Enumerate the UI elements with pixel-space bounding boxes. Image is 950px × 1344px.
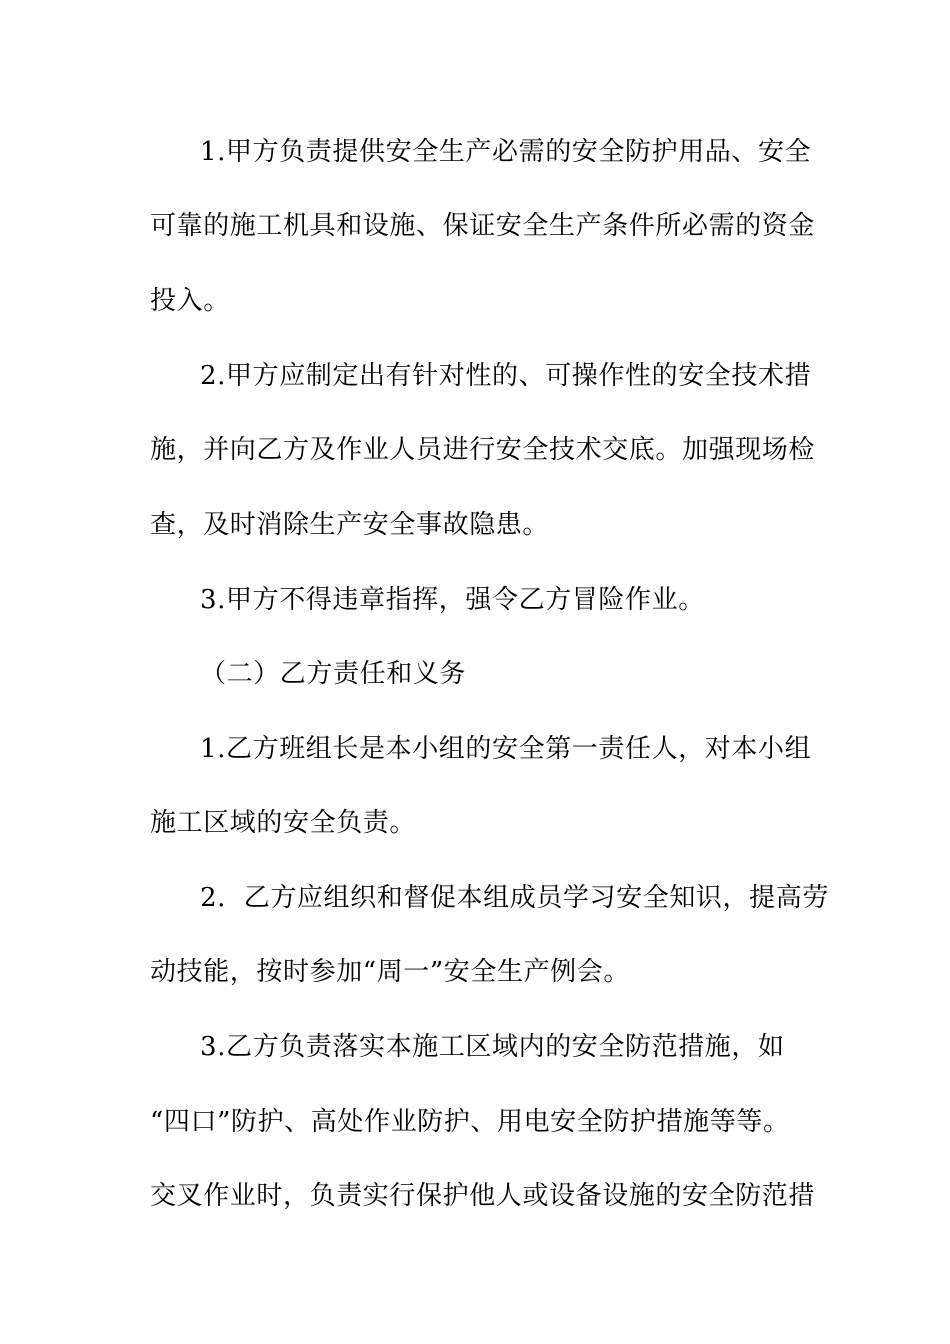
- text-line: 3.乙方负责落实本施工区域内的安全防范措施，如: [200, 1032, 785, 1062]
- text-line: 施，并向乙方及作业人员进行安全技术交底。加强现场检: [150, 435, 816, 465]
- text-line: 3.甲方不得违章指挥，强令乙方冒险作业。: [200, 585, 705, 615]
- text-line: 1.甲方负责提供安全生产必需的安全防护用品、安全: [200, 137, 812, 167]
- text-line: 查，及时消除生产安全事故隐患。: [150, 510, 550, 540]
- text-line: 投入。: [150, 286, 230, 316]
- text-line: 2. 乙方应组织和督促本组成员学习安全知识，提高劳: [200, 883, 829, 913]
- text-line: 施工区域的安全负责。: [150, 808, 417, 838]
- text-line: 2.甲方应制定出有针对性的、可操作性的安全技术措: [200, 361, 812, 391]
- text-line: “四口”防护、高处作业防护、用电安全防护措施等等。: [150, 1107, 790, 1137]
- section-heading: （二）乙方责任和义务: [200, 659, 467, 689]
- text-line: 动技能，按时参加“周一”安全生产例会。: [150, 957, 630, 987]
- text-line: 1.乙方班组长是本小组的安全第一责任人，对本小组: [200, 734, 812, 764]
- text-line: 可靠的施工机具和设施、保证安全生产条件所必需的资金: [150, 211, 816, 241]
- text-line: 交叉作业时，负责实行保护他人或设备设施的安全防范措: [150, 1181, 816, 1211]
